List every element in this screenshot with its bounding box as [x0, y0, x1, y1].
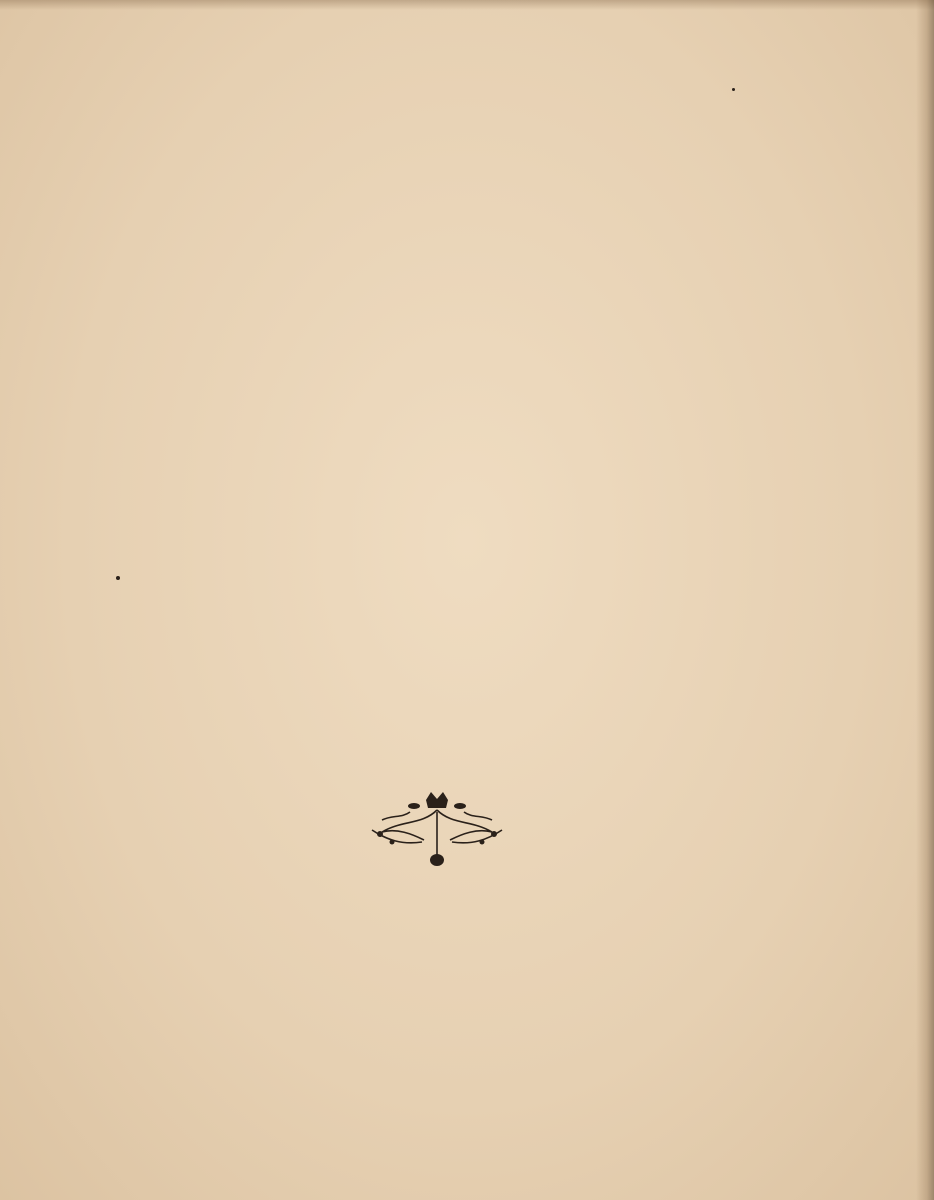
floral-ornament-icon [362, 790, 512, 870]
margin-speck [732, 88, 735, 91]
page-top-shadow [0, 0, 934, 10]
page-right-edge [916, 0, 934, 1200]
margin-speck [116, 576, 120, 580]
